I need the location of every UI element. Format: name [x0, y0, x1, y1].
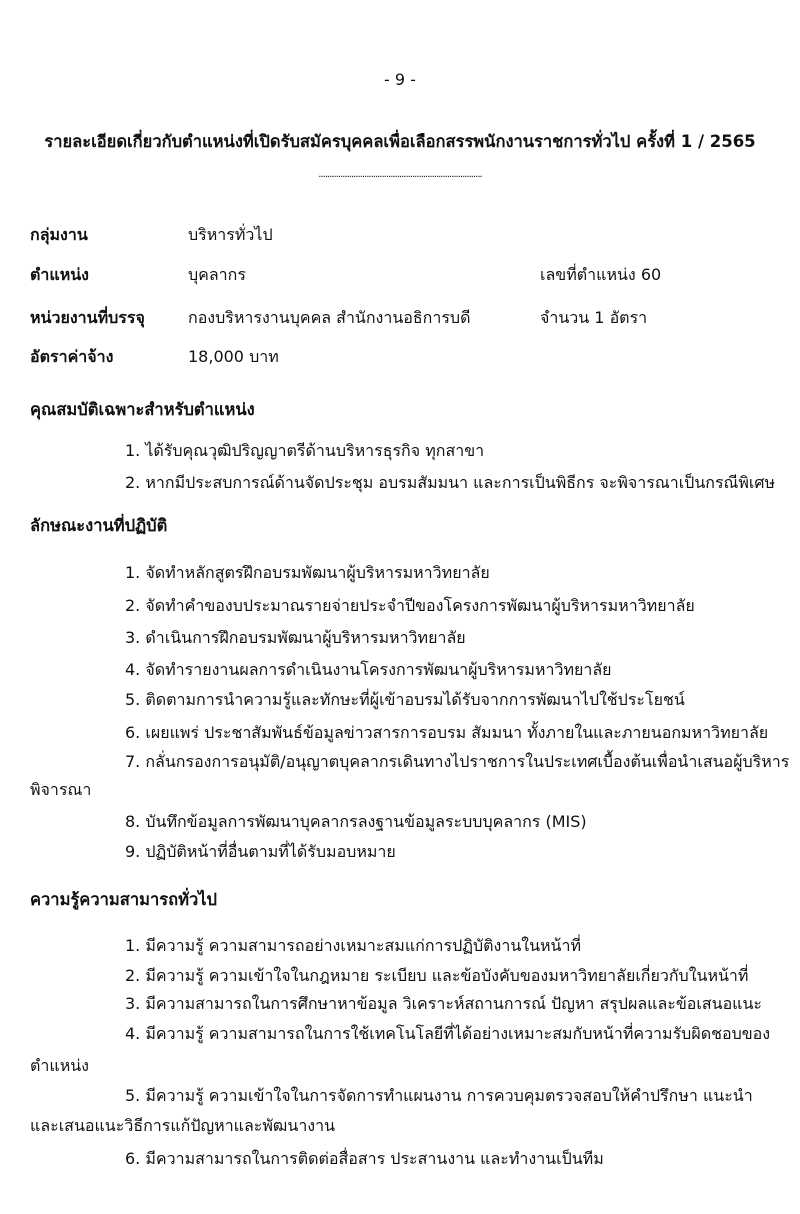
title-separator: ...........................................................................	[318, 169, 482, 180]
list-item: 2. หากมีประสบการณ์ด้านจัดประชุม อบรมสัมมนา และการเป็นพิธีกร จะพิจารณาเป็นกรณีพิเศษ	[125, 473, 776, 492]
position-count: จำนวน 1 อัตรา	[540, 308, 648, 327]
field-label-salary: อัตราค่าจ้าง	[30, 347, 114, 366]
list-item: 5. มีความรู้ ความเข้าใจในการจัดการทำแผนงาน การควบคุมตรวจสอบให้คำปรึกษา แนะนำ	[125, 1086, 753, 1105]
list-item: 2. มีความรู้ ความเข้าใจในกฎหมาย ระเบียบ และข้อบังคับของมหาวิทยาลัยเกี่ยวกับในหน้าที่	[125, 966, 749, 985]
list-item: 9. ปฏิบัติหน้าที่อื่นตามที่ได้รับมอบหมาย	[125, 842, 396, 861]
duties-heading: ลักษณะงานที่ปฏิบัติ	[30, 516, 168, 535]
list-item: 1. มีความรู้ ความสามารถอย่างเหมาะสมแก่การปฏิบัติงานในหน้าที่	[125, 936, 582, 955]
list-item: 2. จัดทำคำของบประมาณรายจ่ายประจำปีของโครงการพัฒนาผู้บริหารมหาวิทยาลัย	[125, 596, 695, 615]
document-title: รายละเอียดเกี่ยวกับตำแหน่งที่เปิดรับสมัครบุคคลเพื่อเลือกสรรพนักงานราชการทั่วไป ครั้งที่ 1 / 2565	[44, 132, 756, 151]
field-value-unit: กองบริหารงานบุคคล สำนักงานอธิการบดี	[188, 308, 471, 327]
list-item: 7. กลั่นกรองการอนุมัติ/อนุญาตบุคลากรเดินทางไปราชการในประเทศเบื้องต้นเพื่อนำเสนอผู้บริหาร	[125, 752, 790, 771]
list-item: 4. จัดทำรายงานผลการดำเนินงานโครงการพัฒนาผู้บริหารมหาวิทยาลัย	[125, 660, 612, 679]
field-value-salary: 18,000 บาท	[188, 347, 279, 366]
list-item: 6. มีความสามารถในการติดต่อสื่อสาร ประสานงาน และทำงานเป็นทีม	[125, 1149, 604, 1168]
field-label-unit: หน่วยงานที่บรรจุ	[30, 308, 145, 327]
list-item: 8. บันทึกข้อมูลการพัฒนาบุคลากรลงฐานข้อมูลระบบบุคลากร (MIS)	[125, 812, 587, 831]
list-item: 4. มีความรู้ ความสามารถในการใช้เทคโนโลยีที่ได้อย่างเหมาะสมกับหน้าที่ความรับผิดชอบของ	[125, 1024, 771, 1043]
list-item: 6. เผยแพร่ ประชาสัมพันธ์ข้อมูลข่าวสารการอบรม สัมมนา ทั้งภายในและภายนอกมหาวิทยาลัย	[125, 723, 769, 742]
list-item-continuation: พิจารณา	[30, 780, 92, 799]
field-value-position: บุคลากร	[188, 265, 246, 284]
qualifications-heading: คุณสมบัติเฉพาะสำหรับตำแหน่ง	[30, 400, 255, 419]
list-item: 1. ได้รับคุณวุฒิปริญญาตรีด้านบริหารธุรกิจ ทุกสาขา	[125, 441, 485, 460]
knowledge-heading: ความรู้ความสามารถทั่วไป	[30, 890, 217, 909]
page-number: - 9 -	[384, 70, 416, 89]
list-item-continuation: ตำแหน่ง	[30, 1056, 89, 1075]
position-number: เลขที่ตำแหน่ง 60	[540, 265, 662, 284]
field-label-group: กลุ่มงาน	[30, 225, 88, 244]
field-label-position: ตำแหน่ง	[30, 265, 89, 284]
list-item: 3. ดำเนินการฝึกอบรมพัฒนาผู้บริหารมหาวิทยาลัย	[125, 628, 466, 647]
list-item: 1. จัดทำหลักสูตรฝึกอบรมพัฒนาผู้บริหารมหาวิทยาลัย	[125, 563, 490, 582]
list-item: 5. ติดตามการนำความรู้และทักษะที่ผู้เข้าอบรมได้รับจากการพัฒนาไปใช้ประโยชน์	[125, 690, 685, 709]
field-value-group: บริหารทั่วไป	[188, 225, 273, 244]
list-item-continuation: และเสนอแนะวิธีการแก้ปัญหาและพัฒนางาน	[30, 1116, 336, 1135]
list-item: 3. มีความสามารถในการศึกษาหาข้อมูล วิเคราะห์สถานการณ์ ปัญหา สรุปผลและข้อเสนอแนะ	[125, 994, 763, 1013]
